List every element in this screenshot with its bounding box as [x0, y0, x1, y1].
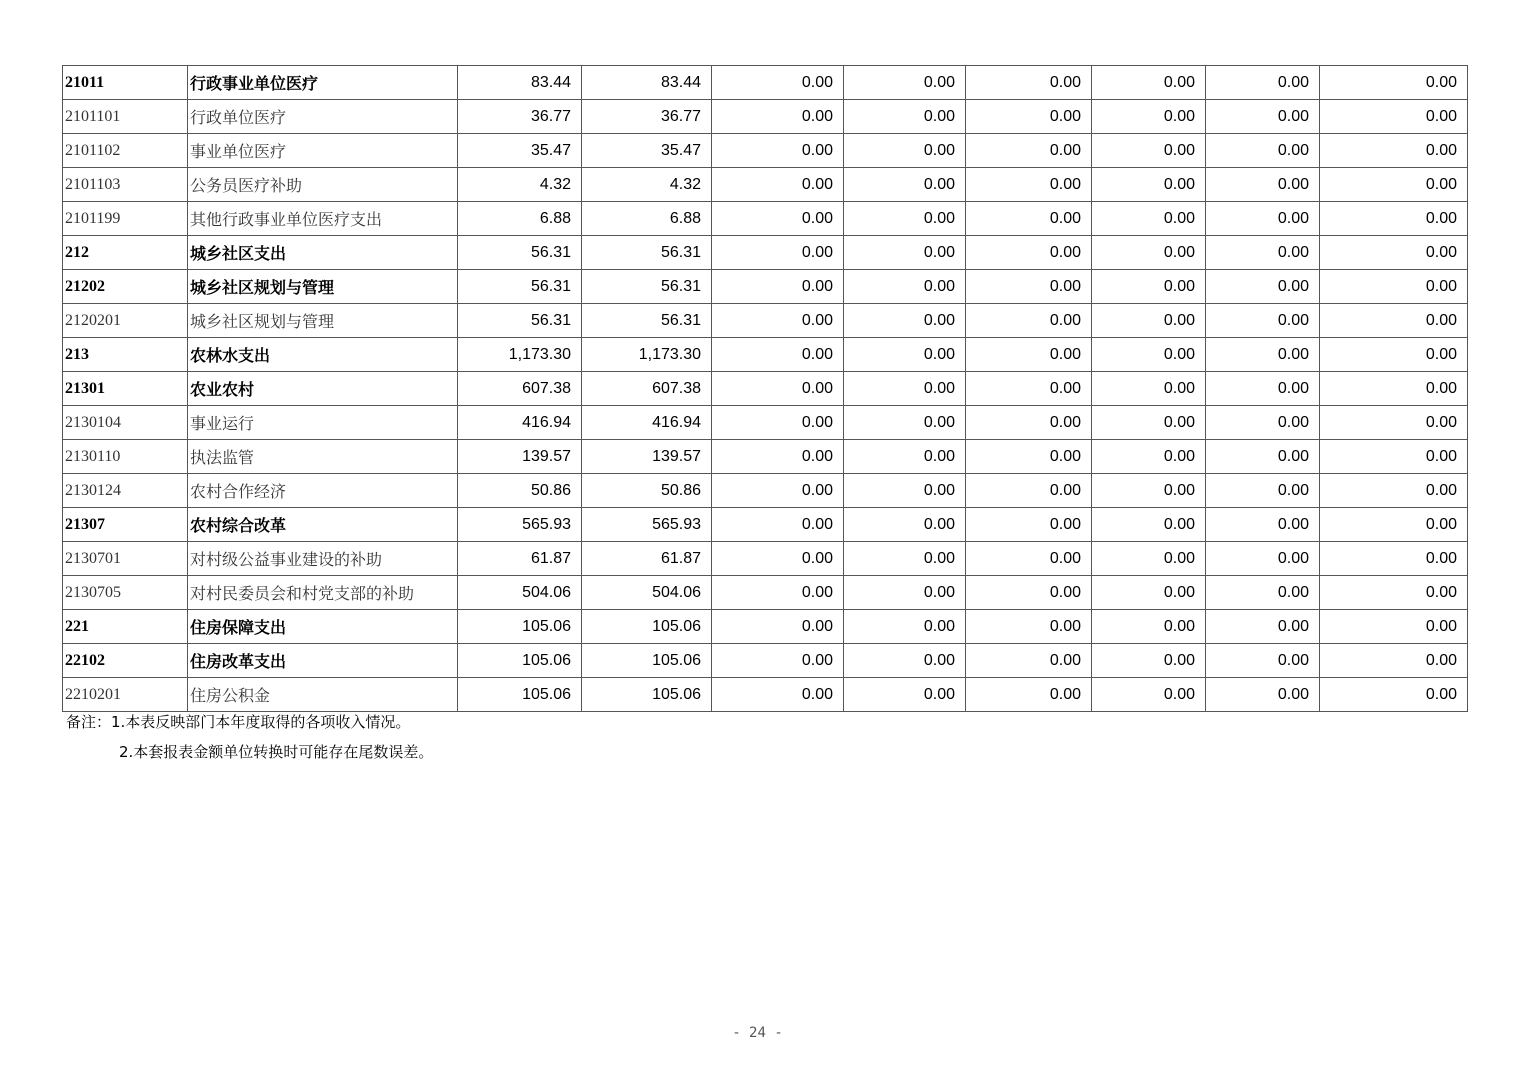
amount-cell: 0.00 [712, 474, 844, 508]
amount-cell: 0.00 [966, 236, 1092, 270]
amount-cell: 56.31 [582, 270, 712, 304]
subject-code-cell: 21301 [63, 372, 188, 406]
budget-table [62, 65, 1468, 712]
amount-cell: 139.57 [582, 440, 712, 474]
amount-cell: 105.06 [582, 610, 712, 644]
table-row [63, 304, 1468, 338]
amount-cell: 0.00 [966, 66, 1092, 100]
amount-cell: 0.00 [1320, 406, 1468, 440]
amount-cell: 0.00 [1320, 610, 1468, 644]
amount-cell: 0.00 [844, 100, 966, 134]
amount-cell: 0.00 [1092, 134, 1206, 168]
amount-cell: 0.00 [1206, 372, 1320, 406]
amount-cell: 0.00 [1320, 134, 1468, 168]
amount-cell: 0.00 [966, 542, 1092, 576]
amount-cell: 0.00 [1092, 406, 1206, 440]
amount-cell: 0.00 [1206, 406, 1320, 440]
amount-cell: 0.00 [1092, 542, 1206, 576]
amount-cell: 56.31 [458, 236, 582, 270]
amount-cell: 105.06 [582, 644, 712, 678]
amount-cell: 0.00 [1320, 304, 1468, 338]
amount-cell: 0.00 [1092, 202, 1206, 236]
amount-cell: 0.00 [1092, 236, 1206, 270]
subject-name-cell: 行政单位医疗 [188, 100, 458, 134]
table-row [63, 678, 1468, 712]
amount-cell: 0.00 [844, 338, 966, 372]
amount-cell: 0.00 [844, 440, 966, 474]
note-line-2: 2.本套报表金额单位转换时可能存在尾数误差。 [119, 743, 434, 761]
amount-cell: 0.00 [844, 474, 966, 508]
amount-cell: 0.00 [1206, 440, 1320, 474]
subject-code-cell: 212 [63, 236, 188, 270]
amount-cell: 4.32 [582, 168, 712, 202]
amount-cell: 0.00 [966, 576, 1092, 610]
amount-cell: 0.00 [712, 644, 844, 678]
table-row [63, 610, 1468, 644]
amount-cell: 0.00 [1206, 644, 1320, 678]
amount-cell: 0.00 [712, 678, 844, 712]
amount-cell: 0.00 [1092, 270, 1206, 304]
table-row [63, 474, 1468, 508]
subject-name-cell: 住房改革支出 [188, 644, 458, 678]
amount-cell: 0.00 [1092, 100, 1206, 134]
table-row [63, 576, 1468, 610]
subject-name-cell: 农村综合改革 [188, 508, 458, 542]
amount-cell: 0.00 [1206, 66, 1320, 100]
table-row [63, 542, 1468, 576]
table-row [63, 66, 1468, 100]
amount-cell: 105.06 [458, 644, 582, 678]
amount-cell: 0.00 [966, 338, 1092, 372]
table-row [63, 168, 1468, 202]
amount-cell: 0.00 [1206, 576, 1320, 610]
amount-cell: 0.00 [1092, 168, 1206, 202]
table-row [63, 100, 1468, 134]
amount-cell: 0.00 [844, 202, 966, 236]
amount-cell: 0.00 [1206, 270, 1320, 304]
subject-name-cell: 对村级公益事业建设的补助 [188, 542, 458, 576]
amount-cell: 56.31 [458, 270, 582, 304]
amount-cell: 0.00 [966, 372, 1092, 406]
amount-cell: 83.44 [582, 66, 712, 100]
amount-cell: 0.00 [966, 440, 1092, 474]
amount-cell: 0.00 [1320, 542, 1468, 576]
amount-cell: 0.00 [844, 66, 966, 100]
amount-cell: 50.86 [458, 474, 582, 508]
amount-cell: 0.00 [1320, 678, 1468, 712]
amount-cell: 0.00 [1320, 100, 1468, 134]
amount-cell: 6.88 [582, 202, 712, 236]
amount-cell: 4.32 [458, 168, 582, 202]
amount-cell: 0.00 [844, 134, 966, 168]
subject-code-cell: 2210201 [63, 678, 188, 712]
amount-cell: 0.00 [1320, 644, 1468, 678]
amount-cell: 35.47 [582, 134, 712, 168]
subject-code-cell: 2130104 [63, 406, 188, 440]
amount-cell: 0.00 [1206, 100, 1320, 134]
amount-cell: 0.00 [1092, 508, 1206, 542]
amount-cell: 0.00 [966, 610, 1092, 644]
subject-code-cell: 2130705 [63, 576, 188, 610]
amount-cell: 0.00 [966, 474, 1092, 508]
subject-code-cell: 2130110 [63, 440, 188, 474]
amount-cell: 0.00 [1092, 372, 1206, 406]
amount-cell: 565.93 [582, 508, 712, 542]
table-row [63, 270, 1468, 304]
amount-cell: 105.06 [458, 678, 582, 712]
amount-cell: 0.00 [844, 576, 966, 610]
amount-cell: 0.00 [966, 100, 1092, 134]
amount-cell: 0.00 [712, 406, 844, 440]
amount-cell: 0.00 [844, 304, 966, 338]
amount-cell: 0.00 [1206, 678, 1320, 712]
amount-cell: 105.06 [582, 678, 712, 712]
amount-cell: 0.00 [712, 270, 844, 304]
amount-cell: 0.00 [1206, 304, 1320, 338]
subject-name-cell: 城乡社区规划与管理 [188, 304, 458, 338]
amount-cell: 0.00 [844, 678, 966, 712]
subject-name-cell: 城乡社区规划与管理 [188, 270, 458, 304]
amount-cell: 139.57 [458, 440, 582, 474]
amount-cell: 0.00 [1320, 372, 1468, 406]
amount-cell: 0.00 [1320, 576, 1468, 610]
amount-cell: 0.00 [966, 508, 1092, 542]
amount-cell: 607.38 [582, 372, 712, 406]
amount-cell: 0.00 [712, 100, 844, 134]
subject-code-cell: 21307 [63, 508, 188, 542]
amount-cell: 61.87 [582, 542, 712, 576]
amount-cell: 0.00 [1092, 678, 1206, 712]
table-row [63, 236, 1468, 270]
amount-cell: 0.00 [1092, 644, 1206, 678]
amount-cell: 0.00 [844, 372, 966, 406]
amount-cell: 0.00 [712, 202, 844, 236]
amount-cell: 56.31 [458, 304, 582, 338]
table-row [63, 406, 1468, 440]
amount-cell: 504.06 [582, 576, 712, 610]
table-body [63, 66, 1468, 712]
amount-cell: 0.00 [844, 236, 966, 270]
amount-cell: 0.00 [712, 610, 844, 644]
amount-cell: 0.00 [966, 304, 1092, 338]
amount-cell: 83.44 [458, 66, 582, 100]
amount-cell: 0.00 [1206, 236, 1320, 270]
subject-name-cell: 住房公积金 [188, 678, 458, 712]
amount-cell: 1,173.30 [458, 338, 582, 372]
amount-cell: 607.38 [458, 372, 582, 406]
table-row [63, 134, 1468, 168]
amount-cell: 0.00 [1320, 236, 1468, 270]
subject-name-cell: 对村民委员会和村党支部的补助 [188, 576, 458, 610]
table-row [63, 338, 1468, 372]
amount-cell: 0.00 [1320, 508, 1468, 542]
amount-cell: 0.00 [1206, 542, 1320, 576]
amount-cell: 0.00 [966, 168, 1092, 202]
subject-name-cell: 执法监管 [188, 440, 458, 474]
table-row [63, 440, 1468, 474]
amount-cell: 504.06 [458, 576, 582, 610]
subject-name-cell: 事业单位医疗 [188, 134, 458, 168]
amount-cell: 0.00 [1092, 304, 1206, 338]
amount-cell: 0.00 [966, 134, 1092, 168]
amount-cell: 0.00 [966, 202, 1092, 236]
subject-code-cell: 2130701 [63, 542, 188, 576]
subject-code-cell: 2101199 [63, 202, 188, 236]
amount-cell: 0.00 [1092, 66, 1206, 100]
subject-code-cell: 2101102 [63, 134, 188, 168]
amount-cell: 0.00 [1206, 610, 1320, 644]
amount-cell: 0.00 [1092, 610, 1206, 644]
subject-code-cell: 2101103 [63, 168, 188, 202]
amount-cell: 0.00 [1320, 474, 1468, 508]
amount-cell: 0.00 [712, 304, 844, 338]
amount-cell: 0.00 [966, 678, 1092, 712]
amount-cell: 0.00 [712, 372, 844, 406]
amount-cell: 0.00 [844, 508, 966, 542]
subject-name-cell: 住房保障支出 [188, 610, 458, 644]
amount-cell: 0.00 [966, 406, 1092, 440]
amount-cell: 0.00 [1320, 338, 1468, 372]
amount-cell: 0.00 [1206, 134, 1320, 168]
amount-cell: 56.31 [582, 304, 712, 338]
amount-cell: 416.94 [458, 406, 582, 440]
table-row [63, 644, 1468, 678]
amount-cell: 0.00 [844, 644, 966, 678]
amount-cell: 0.00 [1320, 270, 1468, 304]
amount-cell: 0.00 [1206, 508, 1320, 542]
amount-cell: 61.87 [458, 542, 582, 576]
amount-cell: 1,173.30 [582, 338, 712, 372]
amount-cell: 0.00 [712, 440, 844, 474]
subject-name-cell: 公务员医疗补助 [188, 168, 458, 202]
amount-cell: 565.93 [458, 508, 582, 542]
table-row [63, 372, 1468, 406]
amount-cell: 0.00 [844, 542, 966, 576]
amount-cell: 0.00 [844, 270, 966, 304]
subject-code-cell: 213 [63, 338, 188, 372]
amount-cell: 0.00 [1092, 576, 1206, 610]
subject-name-cell: 农业农村 [188, 372, 458, 406]
table-row [63, 508, 1468, 542]
subject-name-cell: 农林水支出 [188, 338, 458, 372]
subject-code-cell: 22102 [63, 644, 188, 678]
amount-cell: 416.94 [582, 406, 712, 440]
amount-cell: 0.00 [712, 168, 844, 202]
table-row [63, 202, 1468, 236]
amount-cell: 0.00 [966, 270, 1092, 304]
amount-cell: 0.00 [844, 610, 966, 644]
amount-cell: 0.00 [712, 542, 844, 576]
amount-cell: 50.86 [582, 474, 712, 508]
amount-cell: 0.00 [712, 508, 844, 542]
subject-name-cell: 农村合作经济 [188, 474, 458, 508]
amount-cell: 0.00 [1092, 338, 1206, 372]
amount-cell: 0.00 [1206, 168, 1320, 202]
amount-cell: 0.00 [1206, 474, 1320, 508]
subject-code-cell: 21202 [63, 270, 188, 304]
page-number: - 24 - [732, 1025, 783, 1041]
note-line-1: 备注：1.本表反映部门本年度取得的各项收入情况。 [66, 713, 411, 731]
amount-cell: 56.31 [582, 236, 712, 270]
amount-cell: 0.00 [712, 338, 844, 372]
amount-cell: 0.00 [1320, 66, 1468, 100]
subject-code-cell: 221 [63, 610, 188, 644]
subject-name-cell: 其他行政事业单位医疗支出 [188, 202, 458, 236]
amount-cell: 0.00 [712, 576, 844, 610]
amount-cell: 0.00 [1206, 338, 1320, 372]
amount-cell: 0.00 [712, 66, 844, 100]
subject-name-cell: 行政事业单位医疗 [188, 66, 458, 100]
amount-cell: 0.00 [1320, 440, 1468, 474]
amount-cell: 36.77 [582, 100, 712, 134]
amount-cell: 6.88 [458, 202, 582, 236]
amount-cell: 0.00 [966, 644, 1092, 678]
amount-cell: 0.00 [712, 236, 844, 270]
amount-cell: 0.00 [844, 406, 966, 440]
subject-code-cell: 2120201 [63, 304, 188, 338]
amount-cell: 0.00 [1206, 202, 1320, 236]
subject-code-cell: 2101101 [63, 100, 188, 134]
amount-cell: 36.77 [458, 100, 582, 134]
subject-name-cell: 城乡社区支出 [188, 236, 458, 270]
amount-cell: 0.00 [1320, 168, 1468, 202]
subject-code-cell: 21011 [63, 66, 188, 100]
subject-code-cell: 2130124 [63, 474, 188, 508]
amount-cell: 0.00 [844, 168, 966, 202]
amount-cell: 35.47 [458, 134, 582, 168]
amount-cell: 0.00 [1320, 202, 1468, 236]
subject-name-cell: 事业运行 [188, 406, 458, 440]
amount-cell: 0.00 [1092, 440, 1206, 474]
amount-cell: 0.00 [712, 134, 844, 168]
amount-cell: 105.06 [458, 610, 582, 644]
amount-cell: 0.00 [1092, 474, 1206, 508]
